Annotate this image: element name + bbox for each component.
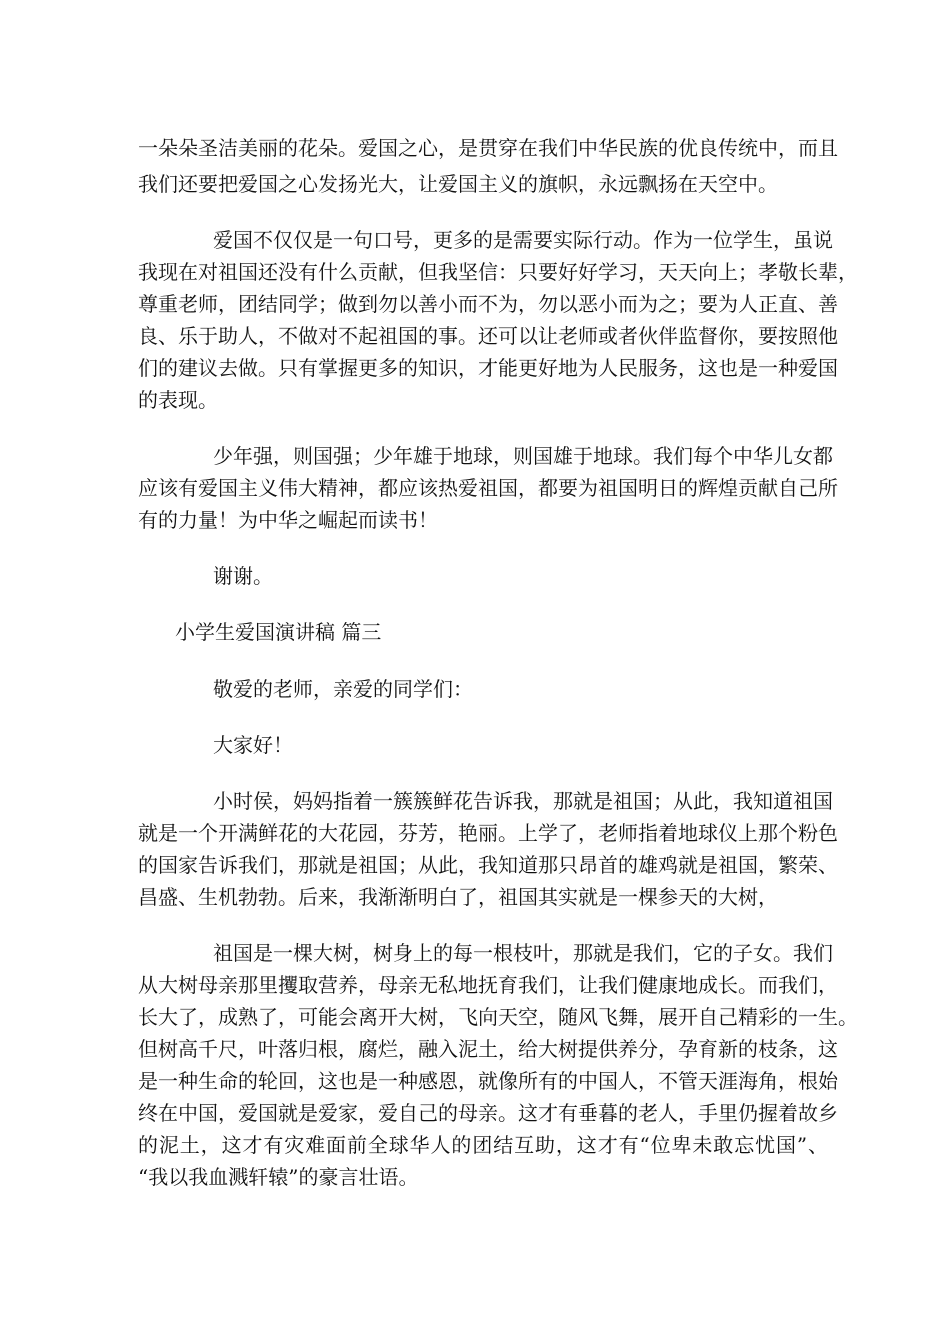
- paragraph-line: 应该有爱国主义伟大精神，都应该热爱祖国，都要为祖国明日的辉煌贡献自己所: [138, 476, 838, 500]
- section-heading: 小学生爱国演讲稿 篇三: [175, 620, 382, 644]
- paragraph-line: 的泥土，这才有灾难面前全球华人的团结互助，这才有“位卑未敢忘忧国”、: [138, 1133, 828, 1157]
- paragraph-line: 的国家告诉我们，那就是祖国；从此，我知道那只昂首的雄鸡就是祖国，繁荣、: [138, 853, 838, 877]
- paragraph-line: 终在中国，爱国就是爱家，爱自己的母亲。这才有垂暮的老人，手里仍握着故乡: [138, 1101, 838, 1125]
- paragraph-line: 从大树母亲那里攫取营养，母亲无私地抚育我们，让我们健康地成长。而我们，: [138, 973, 838, 997]
- paragraph-line: 尊重老师，团结同学；做到勿以善小而不为，勿以恶小而为之；要为人正直、善: [138, 292, 838, 316]
- paragraph-line: 长大了，成熟了，可能会离开大树，飞向天空，随风飞舞，展开自己精彩的一生。: [138, 1005, 858, 1029]
- salutation: 敬爱的老师，亲爱的同学们：: [213, 677, 473, 701]
- paragraph-line: 良、乐于助人，不做对不起祖国的事。还可以让老师或者伙伴监督你，要按照他: [138, 324, 838, 348]
- paragraph-line: 小时侯，妈妈指着一簇簇鲜花告诉我，那就是祖国；从此，我知道祖国: [213, 789, 833, 813]
- paragraph-line: 的表现。: [138, 388, 218, 412]
- paragraph-line: 祖国是一棵大树，树身上的每一根枝叶，那就是我们，它的子女。我们: [213, 941, 833, 965]
- paragraph-line: 一朵朵圣洁美丽的花朵。爱国之心，是贯穿在我们中华民族的优良传统中，而且: [138, 136, 838, 160]
- paragraph-line: 我现在对祖国还没有什么贡献，但我坚信：只要好好学习，天天向上；孝敬长辈，: [138, 260, 858, 284]
- paragraph-line: 们的建议去做。只有掌握更多的知识，才能更好地为人民服务，这也是一种爱国: [138, 356, 838, 380]
- paragraph-line: 爱国不仅仅是一句口号，更多的是需要实际行动。作为一位学生，虽说: [213, 228, 833, 252]
- paragraph-line: 有的力量！为中华之崛起而读书！: [138, 508, 438, 532]
- paragraph-line: 但树高千尺，叶落归根，腐烂，融入泥土，给大树提供养分，孕育新的枝条，这: [138, 1037, 838, 1061]
- closing-thanks: 谢谢。: [213, 564, 273, 588]
- paragraph-line: 是一种生命的轮回，这也是一种感恩，就像所有的中国人，不管天涯海角，根始: [138, 1069, 838, 1093]
- paragraph-line: “我以我血溅轩辕”的豪言壮语。: [138, 1165, 419, 1189]
- greeting: 大家好！: [213, 733, 293, 757]
- paragraph-line: 我们还要把爱国之心发扬光大，让爱国主义的旗帜，永远飘扬在天空中。: [138, 172, 778, 196]
- paragraph-line: 少年强，则国强；少年雄于地球，则国雄于地球。我们每个中华儿女都: [213, 444, 833, 468]
- paragraph-line: 昌盛、生机勃勃。后来，我渐渐明白了，祖国其实就是一棵参天的大树，: [138, 885, 778, 909]
- paragraph-line: 就是一个开满鲜花的大花园，芬芳，艳丽。上学了，老师指着地球仪上那个粉色: [138, 821, 838, 845]
